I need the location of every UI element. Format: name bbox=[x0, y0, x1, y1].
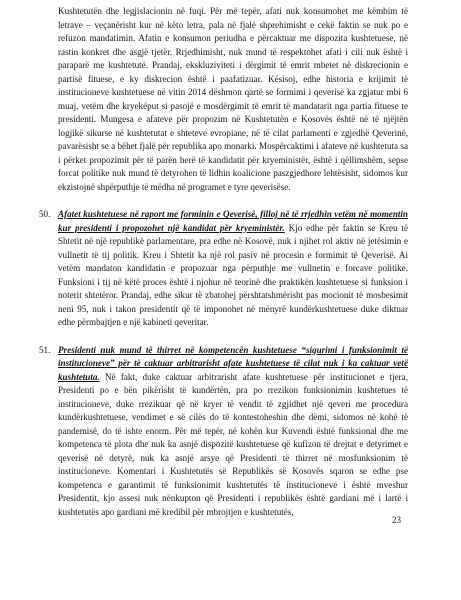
page-content bbox=[39, 5, 408, 519]
section-50 bbox=[39, 208, 408, 330]
section-number: 51. bbox=[39, 344, 51, 355]
page-number: 23 bbox=[392, 515, 401, 525]
section-heading: Presidenti nuk mund të thirret në kompetencën kushtetuese “sigurimi i funksionimit të institucioneve” për të caktuar arbitrarisht afate kushtetuese të cilat nuk i ka caktuar vetë kushtetuta. bbox=[58, 344, 408, 382]
section-body: Kjo edhe për faktin se Kreu të Shtetit në një republikë parlamentare, pra edhe në Kosovë, nuk i njihet rol aktiv në jetësimin e vullnetit të tij politik. Kreu i Shtetit ka një rol pasiv në procesin e formimit të Qeverisë. Ai vetëm mandaton kandidatin e propozuar nga përputhje me vullnetin e forcave politike. Funksioni i tij në këtë proces është i njohur në teorinë dhe praktikën kushtetuese si funksion i noterit shtetëror. Prandaj, edhe sikur të zbatohej përshtatshmërisht pas mocionit të mosbesimit neni 95, nuk i takon presidentit që të imponohet në mënyrë kundërkushtetuese duke diktuar edhe përmbajtjen e një kabineti qeveritar. bbox=[58, 222, 408, 327]
section-number: 50. bbox=[39, 209, 51, 219]
section-body: Në fakt, duke caktuar arbitrarisht afate kushtetuese për institucionet e tjera, Presidenti po e bën pikërisht të kundërtën, pra po rrezikon funksionimin kushtetues të institucioneve, duke rrezikuar që në kryer të vendit të zgjidhet një qeveri me procedura kundërkushtetuese, vendimet e së cilës do të kontestoheshin dhe dëmi, sidomos në kohë të pandemisë, do të ishte enorm. Për më tepër, në kohën kur Kuvendi është funksional dhe me kompetenca të plota dhe nuk ka asnjë dispozitë kushtetuese që kufizon të drejtat e detyrimet e qeverisë në detyrë, nuk ka asnjë arsye që Presidenti të thirret në mosfunksionim të institucioneve. Komentari i Kushtetutës së Republikës së Kosovës sqaron se edhe pse kompetenca e garantimit të funksionimit kushtetutës të institucioneve i është mveshur Presidentit, kjo assesi nuk nënkupton që Presidenti i republikës është gardiani më i lartë i kushtetutës apo gardiani më kredibil për mbrojtjen e kushtetutës, bbox=[58, 371, 408, 517]
continuation-paragraph: Kushtetutën dhe legjislacionin në fuqi. Për më tepër, afati nuk konsumohet me këmbim të letrave – veçanërisht kur në këto letra, pala në fjalë shprehimisht e cekë faktin se nuk po e refuzon mandatimin. Afatin e konsumon periudha e përcaktuar me dispozita kushtetuese, në rastin konkret dhe asgjë tjetër. Rrjedhimisht, nuk mund të respektohet afati i cili nuk është i paraparë me kushtetutë. Prandaj, ekskluziviteti i dërgimit të emrit mbetet në diskrecionin e partisë fituese, e ky diskrecion është i paafatizuar. Kësisoj, edhe historia e krijimit të institucioneve kushtetuese në vitin 2014 dëshmon qartë se formimi i qeverisë ka zgjatur mbi 6 muaj, vetëm dhe kryeképut si pasojë e mosdërgimit të emrit të mandatarit nga partia fituese te presidenti. Mungesa e afateve për propozim në Kushtetutën e Kosovës është në të njëjtën logjikë sikurse në kushtetutat e shteteve evropiane, në të cilat parlamenti e zgjedhë Qeverinë, pavarësisht se a bëhet fjalë për republika apo monarki. Mospërcaktimi i afateve në kushtetuta sa i përket propozimit për të parën herë të kandidatit për kryeministër, është i qëllimshëm, sepse forcat politike nuk mund të detyrohen të lidhin koalicione paszgjedhore lehtësisht, sidomos kur ekzistojnë shpërputhje të mëdha në programet e tyre qeverisëse. bbox=[58, 6, 408, 192]
section-51 bbox=[39, 344, 408, 520]
section-heading: Afatet kushtetuese në raport me forminin e Qeverisë, filloj në të rrjedhin vetëm në momentin kur presidenti i propozohet një kandidat për kryeministër. bbox=[58, 209, 408, 233]
